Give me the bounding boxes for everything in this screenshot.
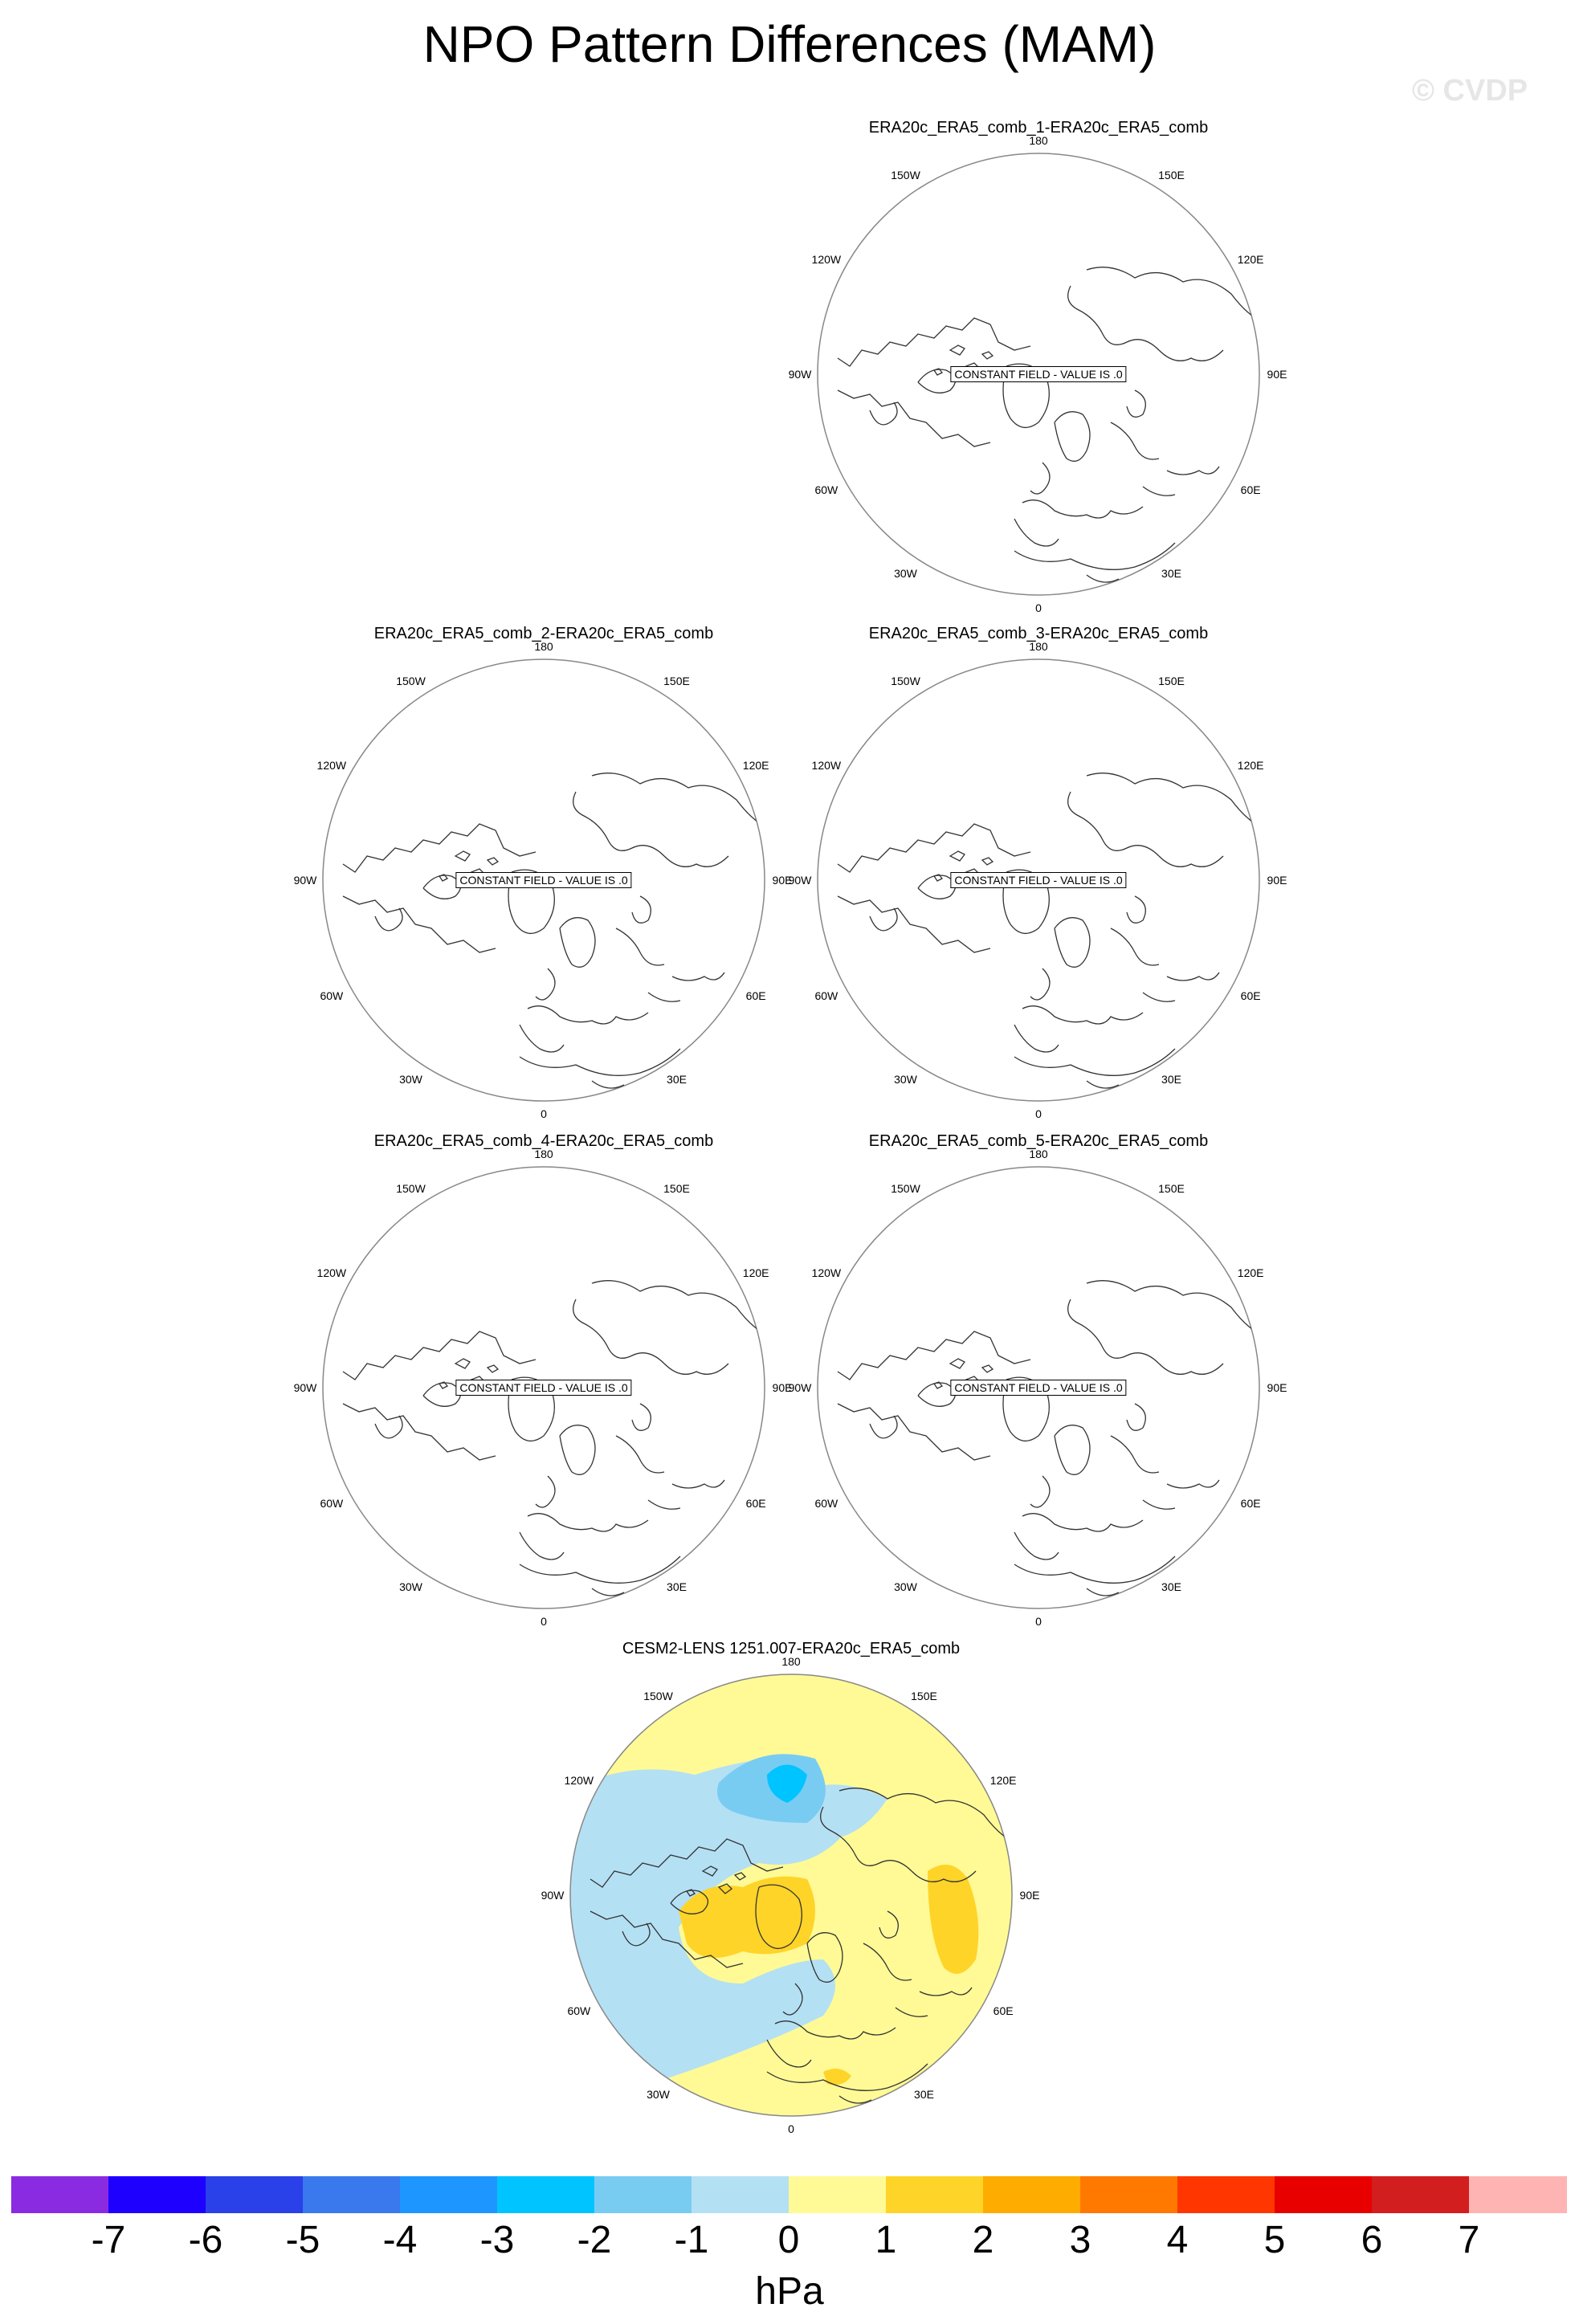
colorbar-cell: [497, 2176, 595, 2213]
panel-3-lon-label-bottom-left: 30W: [894, 1073, 917, 1087]
panel-6-lon-label-bottom: 0: [788, 2122, 794, 2135]
panel-4-lon-label-lower-right: 60E: [745, 1496, 766, 1510]
panel-4-lon-label-upper-left: 120W: [316, 1266, 347, 1279]
panel-1-lon-label-upper-right: 120E: [1237, 252, 1264, 266]
panel-5-lon-label-top-right: 150E: [1158, 1181, 1185, 1195]
colorbar-cell: [400, 2176, 498, 2213]
panel-5-lon-label-right: 90E: [1267, 1381, 1287, 1394]
panel-3-lon-label-left: 90W: [788, 874, 812, 887]
colorbar-tick-label: -4: [382, 2219, 418, 2261]
figure-title: NPO Pattern Differences (MAM): [422, 15, 1157, 73]
panel-6-title: CESM2-LENS 1251.007-ERA20c_ERA5_comb: [622, 1640, 961, 1657]
panel-4-lon-label-left: 90W: [293, 1381, 317, 1394]
panel-4-lon-label-bottom-right: 30E: [667, 1580, 687, 1594]
panel-3-lon-label-upper-right: 120E: [1237, 758, 1264, 772]
colorbar-cell: [303, 2176, 401, 2213]
panel-2-lon-label-top-left: 150W: [396, 674, 426, 687]
panel-5-lon-label-upper-right: 120E: [1237, 1266, 1264, 1279]
panel-3-lon-label-bottom-right: 30E: [1161, 1073, 1181, 1087]
panel-1-lon-label-right: 90E: [1267, 368, 1287, 381]
panel-2-constant-field-label: CONSTANT FIELD - VALUE IS .0: [455, 872, 631, 888]
colorbar-tick-label: -1: [674, 2219, 709, 2261]
panel-4-lon-label-lower-left: 60W: [320, 1496, 344, 1510]
panel-2-lon-label-top-right: 150E: [663, 674, 690, 687]
panel-6-lon-label-right: 90E: [1019, 1889, 1040, 1902]
panel-1-title: ERA20c_ERA5_comb_1-ERA20c_ERA5_comb: [868, 119, 1209, 137]
panel-6-map: [566, 1670, 1016, 2120]
watermark: © CVDP: [1412, 74, 1528, 108]
colorbar-tick-label: 3: [1069, 2219, 1091, 2261]
panel-1-lon-label-upper-left: 120W: [811, 252, 842, 266]
panel-2-lon-label-bottom: 0: [541, 1107, 547, 1120]
colorbar-cell: [1080, 2176, 1178, 2213]
colorbar-tick-label: 5: [1263, 2219, 1286, 2261]
colorbar-tick-label: 2: [972, 2219, 994, 2261]
panel-1-lon-label-top-left: 150W: [891, 168, 920, 181]
colorbar-unit: hPa: [755, 2270, 824, 2313]
panel-1-lon-label-bottom-right: 30E: [1161, 567, 1181, 581]
panel-1-lon-label-lower-left: 60W: [814, 483, 838, 496]
colorbar-tick-label: 1: [875, 2219, 897, 2261]
colorbar-tick-label: 7: [1458, 2219, 1480, 2261]
panel-5-lon-label-left: 90W: [788, 1381, 812, 1394]
panel-3-lon-label-top-right: 150E: [1158, 674, 1185, 687]
panel-6-lon-label-top: 180: [781, 1655, 801, 1668]
panel-1-constant-field-label: CONSTANT FIELD - VALUE IS .0: [950, 366, 1126, 382]
colorbar-cell: [886, 2176, 984, 2213]
colorbar-tick-label: 4: [1166, 2219, 1189, 2261]
panel-6-lon-label-left: 90W: [541, 1889, 565, 1902]
panel-3-lon-label-top-left: 150W: [891, 674, 920, 687]
panel-3-lon-label-top: 180: [1029, 640, 1048, 653]
panel-1-lon-label-lower-right: 60E: [1240, 483, 1261, 496]
colorbar-cell: [108, 2176, 206, 2213]
panel-4-lon-label-upper-right: 120E: [742, 1266, 769, 1279]
panel-5-lon-label-upper-left: 120W: [811, 1266, 842, 1279]
colorbar-cell: [692, 2176, 790, 2213]
panel-3-title: ERA20c_ERA5_comb_3-ERA20c_ERA5_comb: [868, 625, 1209, 642]
panel-4-lon-label-bottom: 0: [541, 1615, 547, 1628]
panel-2-lon-label-top: 180: [534, 640, 553, 653]
panel-5-lon-label-lower-right: 60E: [1240, 1496, 1261, 1510]
panel-6-lon-label-lower-left: 60W: [567, 2004, 591, 2017]
colorbar-cell: [1469, 2176, 1567, 2213]
colorbar-cell: [1177, 2176, 1275, 2213]
panel-4-lon-label-bottom-left: 30W: [399, 1580, 422, 1594]
panel-2-lon-label-lower-left: 60W: [320, 989, 344, 1002]
panel-1-lon-label-bottom: 0: [1035, 601, 1042, 614]
panel-2-lon-label-bottom-left: 30W: [399, 1073, 422, 1087]
colorbar: [11, 2176, 1566, 2213]
panel-6-lon-label-bottom-left: 30W: [647, 2088, 670, 2102]
panel-2-lon-label-right: 90E: [772, 874, 793, 887]
colorbar-tick-label: -2: [577, 2219, 612, 2261]
panel-2-lon-label-bottom-right: 30E: [667, 1073, 687, 1087]
panel-1-lon-label-left: 90W: [788, 368, 812, 381]
panel-4-lon-label-top-left: 150W: [396, 1181, 426, 1195]
panel-4-lon-label-top: 180: [534, 1148, 553, 1160]
colorbar-tick-label: -5: [285, 2219, 320, 2261]
panel-6-lon-label-lower-right: 60E: [993, 2004, 1014, 2017]
panel-2-title: ERA20c_ERA5_comb_2-ERA20c_ERA5_comb: [373, 625, 714, 642]
panel-2-lon-label-upper-right: 120E: [742, 758, 769, 772]
panel-6-lon-label-top-left: 150W: [643, 1689, 673, 1702]
colorbar-tick-label: -7: [91, 2219, 126, 2261]
panel-6-lon-label-upper-left: 120W: [564, 1773, 594, 1787]
panel-6-lon-label-bottom-right: 30E: [914, 2088, 934, 2102]
panel-3-lon-label-lower-left: 60W: [814, 989, 838, 1002]
colorbar-tick-label: -6: [188, 2219, 223, 2261]
colorbar-tick-label: 6: [1361, 2219, 1383, 2261]
panel-3-constant-field-label: CONSTANT FIELD - VALUE IS .0: [950, 872, 1126, 888]
panel-2-lon-label-upper-left: 120W: [316, 758, 347, 772]
panel-4-lon-label-right: 90E: [772, 1381, 793, 1394]
panel-5-lon-label-top: 180: [1029, 1148, 1048, 1160]
panel-6-lon-label-top-right: 150E: [911, 1689, 937, 1702]
colorbar-tick-label: -3: [479, 2219, 515, 2261]
panel-1-lon-label-top: 180: [1029, 134, 1048, 147]
colorbar-cell: [983, 2176, 1081, 2213]
panel-1-lon-label-bottom-left: 30W: [894, 567, 917, 581]
panel-5-lon-label-top-left: 150W: [891, 1181, 920, 1195]
panel-3-lon-label-upper-left: 120W: [811, 758, 842, 772]
panel-5-title: ERA20c_ERA5_comb_5-ERA20c_ERA5_comb: [868, 1132, 1209, 1150]
panel-5-lon-label-bottom: 0: [1035, 1615, 1042, 1628]
panel-3-lon-label-right: 90E: [1267, 874, 1287, 887]
panel-6-lon-label-upper-right: 120E: [989, 1773, 1017, 1787]
panel-1-lon-label-top-right: 150E: [1158, 168, 1185, 181]
panel-5-constant-field-label: CONSTANT FIELD - VALUE IS .0: [950, 1380, 1126, 1396]
colorbar-cell: [206, 2176, 304, 2213]
panel-2-lon-label-left: 90W: [293, 874, 317, 887]
panel-5-lon-label-bottom-right: 30E: [1161, 1580, 1181, 1594]
colorbar-cell: [1275, 2176, 1373, 2213]
panel-2-lon-label-lower-right: 60E: [745, 989, 766, 1002]
panel-3-lon-label-lower-right: 60E: [1240, 989, 1261, 1002]
colorbar-cell: [11, 2176, 109, 2213]
colorbar-cell: [789, 2176, 887, 2213]
colorbar-cell: [1372, 2176, 1470, 2213]
panel-5-lon-label-lower-left: 60W: [814, 1496, 838, 1510]
panel-3-lon-label-bottom: 0: [1035, 1107, 1042, 1120]
panel-4-lon-label-top-right: 150E: [663, 1181, 690, 1195]
colorbar-cell: [594, 2176, 692, 2213]
panel-4-title: ERA20c_ERA5_comb_4-ERA20c_ERA5_comb: [373, 1132, 714, 1150]
panel-5-lon-label-bottom-left: 30W: [894, 1580, 917, 1594]
colorbar-tick-label: 0: [777, 2219, 800, 2261]
panel-4-constant-field-label: CONSTANT FIELD - VALUE IS .0: [455, 1380, 631, 1396]
